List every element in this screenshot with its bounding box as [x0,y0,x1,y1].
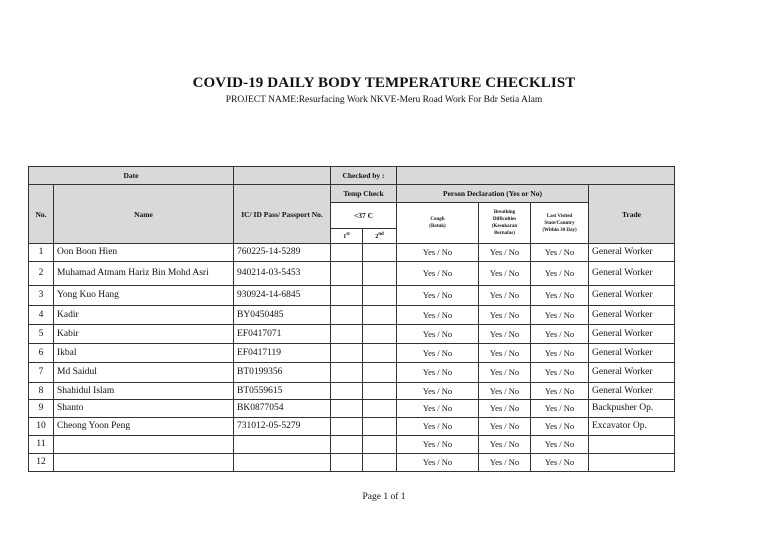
table-row [29,363,675,383]
breathing-header [479,203,531,244]
trade-value[interactable]: General Worker [589,262,675,286]
cough-answer[interactable]: Yes / No [397,400,479,418]
table-row [29,344,675,363]
checked-by-header: Checked by : [331,167,397,185]
last-visited-answer[interactable]: Yes / No [531,262,589,286]
last-visited-answer[interactable]: Yes / No [531,244,589,262]
trade-value[interactable]: General Worker [589,286,675,306]
ic-number[interactable]: EF0417119 [234,344,331,363]
worker-name[interactable]: Kabir [54,325,234,344]
table-row [29,244,675,262]
second-reading-header [363,229,397,244]
ic-number[interactable]: 731012-05-5279 [234,418,331,436]
last-visited-answer[interactable]: Yes / No [531,418,589,436]
temp-first-reading[interactable] [331,383,363,400]
cough-answer[interactable]: Yes / No [397,436,479,454]
temp-first-reading[interactable] [331,306,363,325]
row-number: 6 [29,344,54,363]
temperature-checklist-table [28,166,675,472]
last-visited-answer[interactable]: Yes / No [531,363,589,383]
cough-answer[interactable]: Yes / No [397,418,479,436]
breathing-answer[interactable]: Yes / No [479,418,531,436]
row-number: 12 [29,454,54,472]
breathing-sublabel: (Kesukaran Bernafas) [491,224,518,236]
header-row-date [29,167,675,185]
document-title: COVID-19 DAILY BODY TEMPERATURE CHECKLIST [192,75,576,91]
checked-by-value-cell[interactable] [397,167,675,185]
temp-second-reading[interactable] [363,454,397,472]
cough-answer[interactable]: Yes / No [397,262,479,286]
trade-value[interactable]: General Worker [589,306,675,325]
breathing-answer[interactable]: Yes / No [479,454,531,472]
trade-value[interactable] [589,454,675,472]
temp-first-reading[interactable] [331,418,363,436]
table-row [29,436,675,454]
table-row [29,286,675,306]
ic-number[interactable]: BT0559615 [234,383,331,400]
trade-value[interactable] [589,436,675,454]
temp-second-reading[interactable] [363,306,397,325]
trade-value[interactable]: General Worker [589,363,675,383]
first-reading-sup: st [346,232,350,237]
cough-answer[interactable]: Yes / No [397,454,479,472]
worker-name[interactable]: Md Saidul [54,363,234,383]
last-visited-answer[interactable]: Yes / No [531,383,589,400]
table-row [29,325,675,344]
trade-value[interactable]: General Worker [589,244,675,262]
row-number: 8 [29,383,54,400]
cough-answer[interactable]: Yes / No [397,383,479,400]
worker-name[interactable]: Muhamad Atmam Hariz Bin Mohd Asri [54,262,234,286]
temp-second-reading[interactable] [363,286,397,306]
page-number: Page 1 of 1 [362,492,406,502]
cough-answer[interactable]: Yes / No [397,244,479,262]
temp-second-reading[interactable] [363,244,397,262]
temp-limit-label: <37 C [331,203,397,229]
table-row [29,383,675,400]
worker-name[interactable] [54,436,234,454]
cough-header [397,203,479,244]
trade-value[interactable]: General Worker [589,344,675,363]
first-reading-label: 1 [343,234,347,240]
temp-first-reading[interactable] [331,286,363,306]
worker-name[interactable]: Shahidul Islam [54,383,234,400]
trade-value[interactable]: General Worker [589,325,675,344]
breathing-answer[interactable]: Yes / No [479,363,531,383]
second-reading-label: 2 [375,234,379,240]
project-name: PROJECT NAME:Resurfacing Work NKVE-Meru Road Work For Bdr Setia Alam [225,95,543,105]
table-row [29,400,675,418]
ic-header: IC/ ID Pass/ Passport No. [234,185,331,244]
row-number: 1 [29,244,54,262]
breathing-answer[interactable]: Yes / No [479,286,531,306]
ic-number[interactable]: BT0199356 [234,363,331,383]
last-visited-label: Last Visited State/Country [544,213,575,226]
last-visited-answer[interactable]: Yes / No [531,344,589,363]
name-header: Name [54,185,234,244]
no-header: No. [29,185,54,244]
breathing-answer[interactable]: Yes / No [479,400,531,418]
last-visited-answer[interactable]: Yes / No [531,454,589,472]
row-number: 4 [29,306,54,325]
worker-name[interactable]: Yong Kuo Hang [54,286,234,306]
ic-number[interactable] [234,454,331,472]
last-visited-header [531,203,589,244]
ic-number[interactable]: BK0877054 [234,400,331,418]
row-number: 11 [29,436,54,454]
temp-first-reading[interactable] [331,436,363,454]
ic-number[interactable]: 930924-14-6845 [234,286,331,306]
last-visited-answer[interactable]: Yes / No [531,325,589,344]
last-visited-answer[interactable]: Yes / No [531,286,589,306]
trade-value[interactable]: General Worker [589,383,675,400]
row-number: 5 [29,325,54,344]
cough-sublabel: (Batuk) [429,224,446,229]
row-number: 9 [29,400,54,418]
temp-first-reading[interactable] [331,400,363,418]
temp-second-reading[interactable] [363,418,397,436]
worker-name[interactable]: Kadir [54,306,234,325]
worker-name[interactable]: Shanto [54,400,234,418]
temp-second-reading[interactable] [363,436,397,454]
header-row-columns [29,185,675,203]
temp-first-reading[interactable] [331,344,363,363]
temp-second-reading[interactable] [363,325,397,344]
temp-first-reading[interactable] [331,325,363,344]
cough-answer[interactable]: Yes / No [397,344,479,363]
temp-second-reading[interactable] [363,344,397,363]
cough-answer[interactable]: Yes / No [397,286,479,306]
temp-first-reading[interactable] [331,244,363,262]
breathing-answer[interactable]: Yes / No [479,244,531,262]
temp-first-reading[interactable] [331,262,363,286]
row-number: 7 [29,363,54,383]
temp-second-reading[interactable] [363,363,397,383]
temp-second-reading[interactable] [363,262,397,286]
row-number: 3 [29,286,54,306]
breathing-answer[interactable]: Yes / No [479,306,531,325]
ic-number[interactable]: 760225-14-5289 [234,244,331,262]
breathing-answer[interactable]: Yes / No [479,436,531,454]
cough-answer[interactable]: Yes / No [397,363,479,383]
worker-name[interactable]: Ikbal [54,344,234,363]
row-number: 2 [29,262,54,286]
last-visited-answer[interactable]: Yes / No [531,306,589,325]
temp-first-reading[interactable] [331,454,363,472]
breathing-answer[interactable]: Yes / No [479,325,531,344]
ic-number[interactable]: 940214-03-5453 [234,262,331,286]
date-value-cell[interactable] [234,167,331,185]
cough-label: Cough [430,217,445,222]
cough-answer[interactable]: Yes / No [397,306,479,325]
row-number: 10 [29,418,54,436]
breathing-answer[interactable]: Yes / No [479,262,531,286]
cough-answer[interactable]: Yes / No [397,325,479,344]
first-reading-header [331,229,363,244]
last-visited-sublabel: (Within 30 Day) [542,227,577,233]
person-declaration-header: Person Declaration (Yes or No) [397,185,589,203]
temp-second-reading[interactable] [363,400,397,418]
worker-name[interactable]: Oon Boon Hien [54,244,234,262]
worker-name[interactable] [54,454,234,472]
trade-header: Trade [589,185,675,244]
ic-number[interactable] [234,436,331,454]
temp-second-reading[interactable] [363,383,397,400]
table-row [29,454,675,472]
breathing-label: Breathing Difficulties [492,210,517,222]
table-row [29,262,675,286]
table-row [29,418,675,436]
trade-value[interactable]: Backpusher Op. [589,400,675,418]
ic-number[interactable]: BY0450485 [234,306,331,325]
temp-check-header: Temp Check [331,185,397,203]
worker-name[interactable]: Cheong Yoon Peng [54,418,234,436]
breathing-answer[interactable]: Yes / No [479,383,531,400]
table-row [29,306,675,325]
last-visited-answer[interactable]: Yes / No [531,400,589,418]
temp-first-reading[interactable] [331,363,363,383]
date-header: Date [29,167,234,185]
last-visited-answer[interactable]: Yes / No [531,436,589,454]
breathing-answer[interactable]: Yes / No [479,344,531,363]
second-reading-sup: nd [378,232,384,237]
ic-number[interactable]: EF0417071 [234,325,331,344]
trade-value[interactable]: Excavator Op. [589,418,675,436]
